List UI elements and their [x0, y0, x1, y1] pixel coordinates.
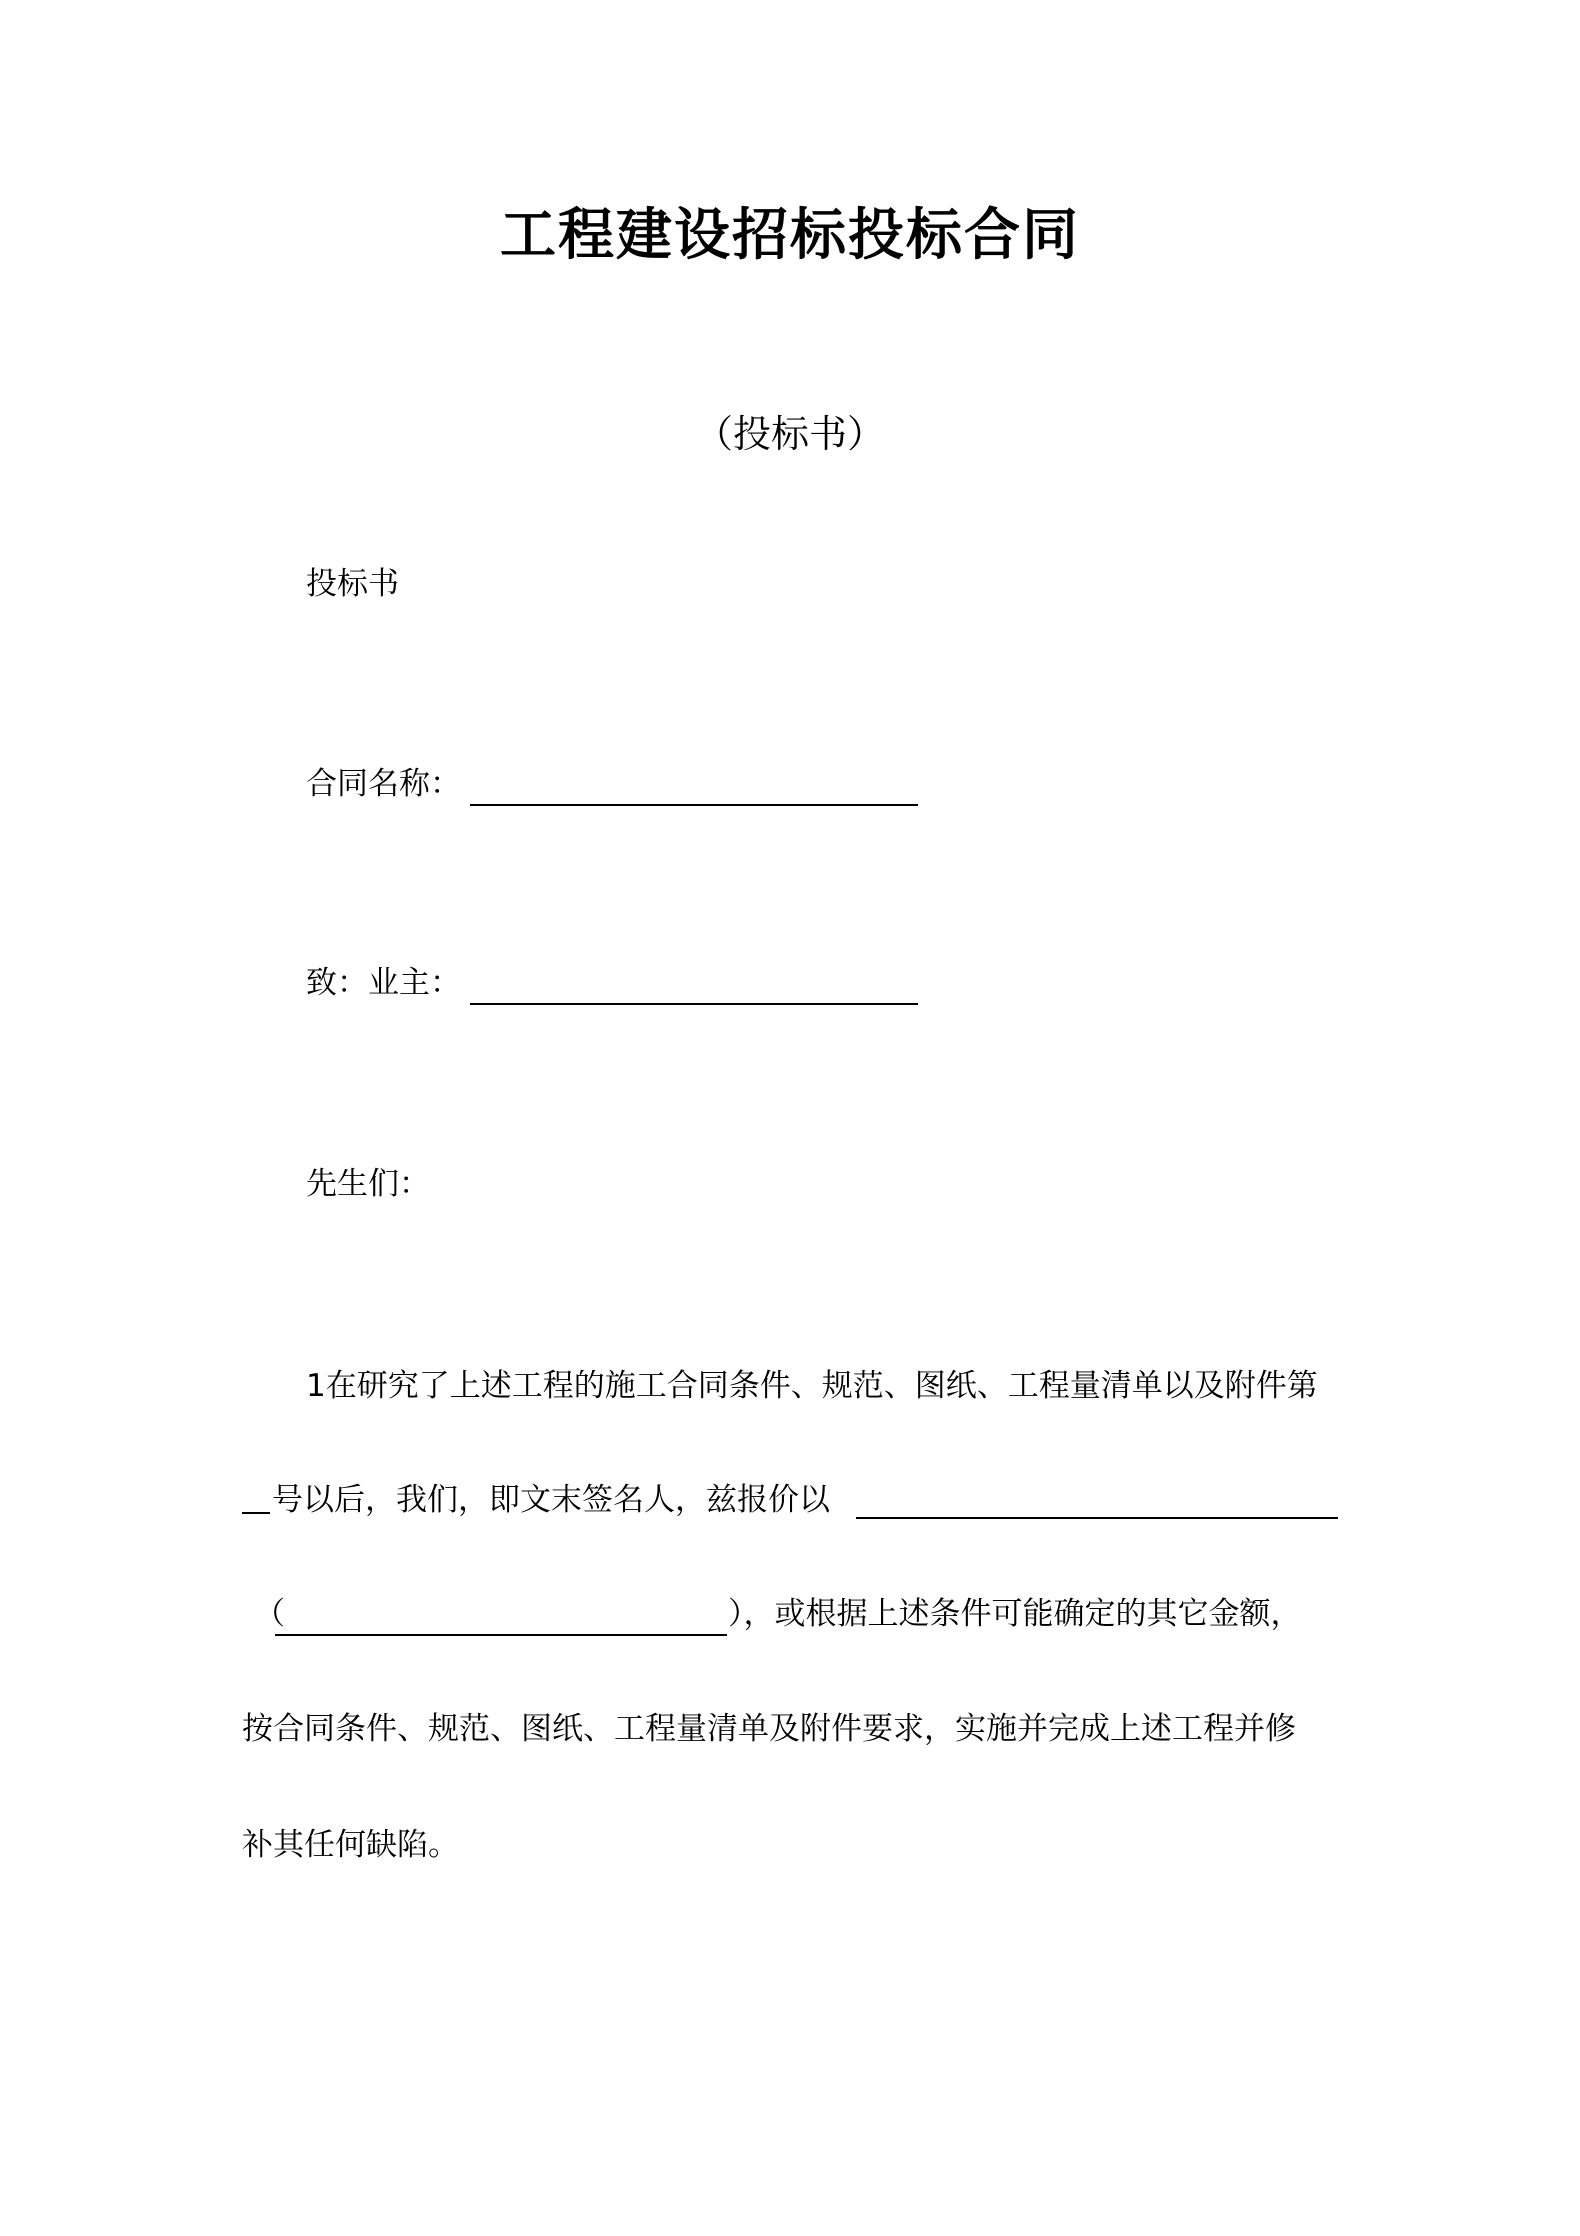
- section-heading: 投标书: [306, 566, 399, 602]
- bid-amount-figures-blank[interactable]: [275, 1634, 727, 1636]
- bid-amount-words-blank[interactable]: [856, 1517, 1338, 1519]
- contract-name-blank[interactable]: [470, 804, 918, 806]
- paragraph1-line3: ），或根据上述条件可能确定的其它金额，: [728, 1596, 1302, 1632]
- open-paren: （: [254, 1596, 285, 1632]
- contract-name-label: 合同名称：: [306, 766, 461, 802]
- owner-blank[interactable]: [470, 1003, 918, 1005]
- document-subtitle: （投标书）: [694, 412, 885, 456]
- paragraph1-line5: 补其任何缺陷。: [242, 1827, 459, 1863]
- document-title: 工程建设招标投标合同: [500, 203, 1080, 268]
- paragraph1-line1: 1在研究了上述工程的施工合同条件、规范、图纸、工程量清单以及附件第: [306, 1368, 1318, 1404]
- attachment-number-blank[interactable]: [242, 1512, 270, 1514]
- owner-label: 致：业主：: [306, 965, 461, 1001]
- salutation: 先生们：: [306, 1166, 430, 1202]
- paragraph1-line2: 号以后，我们，即文末签名人，兹报价以: [272, 1482, 830, 1518]
- paragraph1-line4: 按合同条件、规范、图纸、工程量清单及附件要求，实施并完成上述工程并修: [242, 1711, 1296, 1747]
